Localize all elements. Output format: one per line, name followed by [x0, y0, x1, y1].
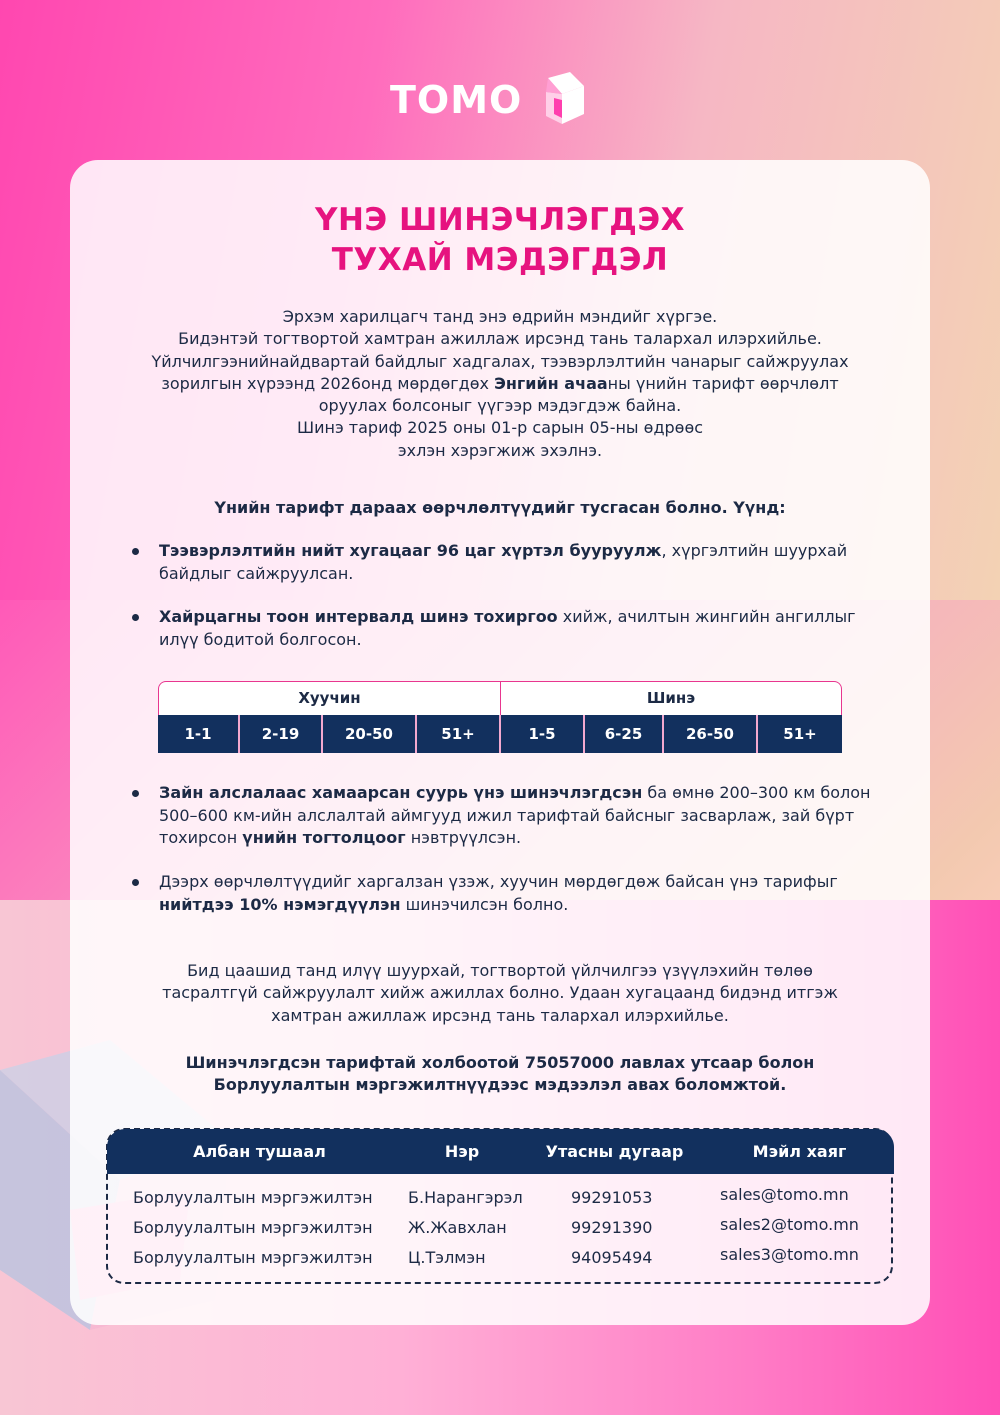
old-interval-cell: 51+ [441, 725, 475, 743]
box-interval-table [158, 681, 842, 753]
table-row [108, 1245, 895, 1278]
tariff-header [158, 681, 842, 715]
header-phone: Утасны дугаар [545, 1142, 684, 1161]
new-interval-cell: 51+ [783, 725, 817, 743]
page-title: ҮНЭ ШИНЭЧЛЭГДЭХ ТУХАЙ МЭДЭГДЭЛ [315, 202, 685, 278]
phone-cell: 99291053 [571, 1188, 653, 1207]
table-row [108, 1215, 895, 1248]
bullet-dot [132, 614, 139, 621]
position-cell: Борлуулалтын мэргэжилтэн [133, 1188, 373, 1207]
email-cell[interactable]: sales@tomo.mn [720, 1185, 849, 1204]
old-tariff-label: Хуучин [298, 689, 361, 707]
header-email: Мэйл хаяг [752, 1142, 847, 1161]
table-row [108, 1185, 895, 1218]
new-interval-cell: 26-50 [686, 725, 734, 743]
logo-text: TOMO [390, 78, 523, 122]
box-icon [540, 68, 590, 138]
tariff-values-row [158, 715, 842, 753]
new-interval-cell: 1-5 [528, 725, 556, 743]
position-cell: Борлуулалтын мэргэжилтэн [133, 1218, 373, 1237]
changes-heading: Үнийн тарифт дараах өөрчлөлтүүдийг тусгасан болно. Үүнд: [214, 498, 786, 517]
phone-cell: 94095494 [571, 1248, 653, 1267]
old-interval-cell: 20-50 [345, 725, 393, 743]
name-cell: Б.Нарангэрэл [408, 1188, 523, 1207]
bullet-dot [132, 548, 139, 555]
old-interval-cell: 2-19 [261, 725, 300, 743]
header-name: Нэр [444, 1142, 480, 1161]
phone-cell: 99291390 [571, 1218, 653, 1237]
old-interval-cell: 1-1 [184, 725, 212, 743]
name-cell: Ж.Жавхлан [408, 1218, 507, 1237]
name-cell: Ц.Тэлмэн [408, 1248, 486, 1267]
contacts-table-header [107, 1129, 894, 1174]
position-cell: Борлуулалтын мэргэжилтэн [133, 1248, 373, 1267]
new-interval-cell: 6-25 [604, 725, 643, 743]
header-position: Албан тушаал [193, 1142, 326, 1161]
bullet-dot [132, 790, 139, 797]
email-cell[interactable]: sales3@tomo.mn [720, 1245, 859, 1264]
email-cell[interactable]: sales2@tomo.mn [720, 1215, 859, 1234]
new-tariff-label: Шинэ [646, 689, 696, 707]
closing-paragraph: Бид цаашид танд илүү шуурхай, тогтвортой үйлчилгээ үзүүлэхийн төлөө тасралтгүй сайжруулалт хийж ажиллах болно. Удаан хугацаанд бидэнд итгэж хамтран ажиллаж ирсэнд тань талархал илэрхийлье. [162, 961, 838, 1025]
bullet-dot [132, 879, 139, 886]
intro-paragraph: Эрхэм харилцагч танд энэ өдрийн мэндийг хүргэе. Бидэнтэй тогтвортой хамтран ажиллаж ирсэнд тань талархал илэрхийлье. Үйлчилгээнийнайдвартай байдлыг хадгалах, тээвэрлэлтийн чанарыг сайжруулах зорилгын хүрээнд 2026онд мөрдөгдөх Энгийн ачааны үнийн тарифт өөрчлөлт оруулах болсоныг үүгээр мэдэгдэж байна. Шинэ тариф 2025 оны 01-р сарын 05-ны өдрөөс эхлэн хэрэгжиж эхэлнэ. [151, 307, 849, 460]
contact-note: Шинэчлэгдсэн тарифтай холбоотой 75057000 лавлах утсаар болон Борлуулалтын мэргэжилтнүүдээс мэдээлэл авах боломжтой. [185, 1053, 815, 1095]
tomo-logo [390, 74, 610, 130]
contacts-table [106, 1128, 893, 1284]
